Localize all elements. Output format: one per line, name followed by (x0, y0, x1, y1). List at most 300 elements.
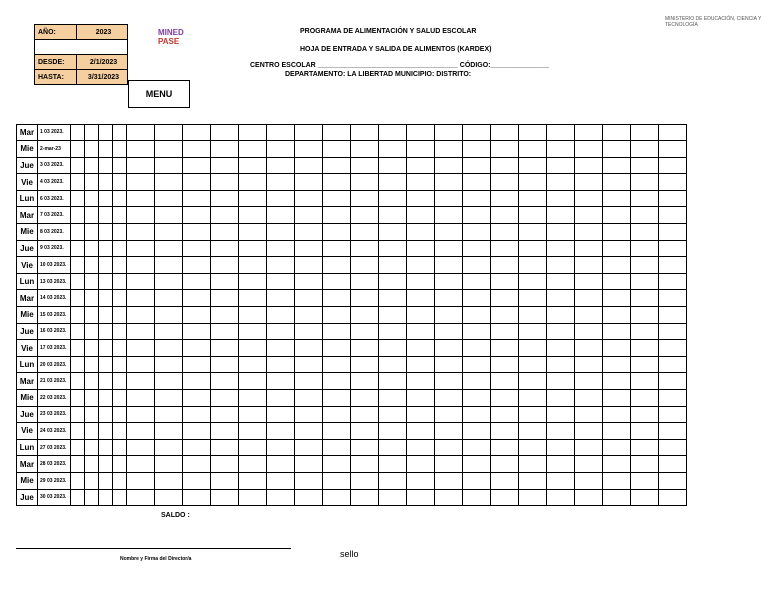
quantity-cell[interactable] (183, 174, 211, 191)
attendance-cell[interactable] (85, 406, 99, 423)
attendance-cell[interactable] (99, 390, 113, 407)
quantity-cell[interactable] (127, 489, 155, 506)
attendance-cell[interactable] (71, 124, 85, 141)
quantity-cell[interactable] (323, 356, 351, 373)
quantity-cell[interactable] (547, 273, 575, 290)
quantity-cell[interactable] (267, 489, 295, 506)
quantity-cell[interactable] (491, 124, 519, 141)
attendance-cell[interactable] (113, 406, 127, 423)
quantity-cell[interactable] (491, 190, 519, 207)
quantity-cell[interactable] (435, 472, 463, 489)
from-value[interactable]: 2/1/2023 (89, 58, 118, 66)
quantity-cell[interactable] (659, 472, 687, 489)
quantity-cell[interactable] (351, 356, 379, 373)
quantity-cell[interactable] (519, 456, 547, 473)
quantity-cell[interactable] (211, 489, 239, 506)
quantity-cell[interactable] (183, 240, 211, 257)
quantity-cell[interactable] (519, 489, 547, 506)
quantity-cell[interactable] (631, 174, 659, 191)
quantity-cell[interactable] (407, 356, 435, 373)
quantity-cell[interactable] (575, 456, 603, 473)
quantity-cell[interactable] (631, 406, 659, 423)
attendance-cell[interactable] (85, 240, 99, 257)
quantity-cell[interactable] (631, 124, 659, 141)
quantity-cell[interactable] (631, 141, 659, 158)
quantity-cell[interactable] (323, 390, 351, 407)
attendance-cell[interactable] (85, 373, 99, 390)
attendance-cell[interactable] (113, 141, 127, 158)
attendance-cell[interactable] (71, 406, 85, 423)
quantity-cell[interactable] (127, 340, 155, 357)
quantity-cell[interactable] (519, 356, 547, 373)
quantity-cell[interactable] (435, 356, 463, 373)
quantity-cell[interactable] (239, 323, 267, 340)
quantity-cell[interactable] (519, 406, 547, 423)
quantity-cell[interactable] (351, 290, 379, 307)
quantity-cell[interactable] (491, 472, 519, 489)
quantity-cell[interactable] (463, 273, 491, 290)
quantity-cell[interactable] (575, 157, 603, 174)
quantity-cell[interactable] (631, 456, 659, 473)
quantity-cell[interactable] (211, 439, 239, 456)
quantity-cell[interactable] (463, 406, 491, 423)
attendance-cell[interactable] (71, 356, 85, 373)
quantity-cell[interactable] (463, 456, 491, 473)
quantity-cell[interactable] (127, 456, 155, 473)
quantity-cell[interactable] (155, 273, 183, 290)
quantity-cell[interactable] (127, 373, 155, 390)
quantity-cell[interactable] (659, 323, 687, 340)
quantity-cell[interactable] (435, 423, 463, 440)
quantity-cell[interactable] (547, 157, 575, 174)
attendance-cell[interactable] (85, 340, 99, 357)
quantity-cell[interactable] (463, 290, 491, 307)
attendance-cell[interactable] (85, 472, 99, 489)
quantity-cell[interactable] (491, 273, 519, 290)
quantity-cell[interactable] (659, 141, 687, 158)
quantity-cell[interactable] (435, 406, 463, 423)
attendance-cell[interactable] (71, 456, 85, 473)
attendance-cell[interactable] (71, 273, 85, 290)
quantity-cell[interactable] (267, 323, 295, 340)
quantity-cell[interactable] (211, 141, 239, 158)
quantity-cell[interactable] (183, 373, 211, 390)
quantity-cell[interactable] (183, 141, 211, 158)
quantity-cell[interactable] (323, 340, 351, 357)
quantity-cell[interactable] (519, 423, 547, 440)
quantity-cell[interactable] (379, 356, 407, 373)
attendance-cell[interactable] (71, 373, 85, 390)
quantity-cell[interactable] (659, 373, 687, 390)
quantity-cell[interactable] (267, 456, 295, 473)
attendance-cell[interactable] (85, 257, 99, 274)
quantity-cell[interactable] (183, 390, 211, 407)
quantity-cell[interactable] (211, 390, 239, 407)
quantity-cell[interactable] (239, 472, 267, 489)
quantity-cell[interactable] (211, 124, 239, 141)
quantity-cell[interactable] (519, 190, 547, 207)
attendance-cell[interactable] (113, 240, 127, 257)
quantity-cell[interactable] (351, 323, 379, 340)
quantity-cell[interactable] (519, 157, 547, 174)
quantity-cell[interactable] (603, 423, 631, 440)
quantity-cell[interactable] (603, 257, 631, 274)
quantity-cell[interactable] (603, 323, 631, 340)
attendance-cell[interactable] (113, 340, 127, 357)
quantity-cell[interactable] (239, 340, 267, 357)
quantity-cell[interactable] (547, 373, 575, 390)
quantity-cell[interactable] (155, 323, 183, 340)
quantity-cell[interactable] (603, 472, 631, 489)
quantity-cell[interactable] (491, 257, 519, 274)
quantity-cell[interactable] (631, 373, 659, 390)
quantity-cell[interactable] (183, 290, 211, 307)
quantity-cell[interactable] (491, 340, 519, 357)
quantity-cell[interactable] (463, 307, 491, 324)
quantity-cell[interactable] (155, 472, 183, 489)
quantity-cell[interactable] (295, 257, 323, 274)
quantity-cell[interactable] (491, 174, 519, 191)
quantity-cell[interactable] (407, 489, 435, 506)
quantity-cell[interactable] (351, 273, 379, 290)
quantity-cell[interactable] (351, 174, 379, 191)
quantity-cell[interactable] (407, 439, 435, 456)
quantity-cell[interactable] (491, 356, 519, 373)
attendance-cell[interactable] (113, 439, 127, 456)
quantity-cell[interactable] (239, 390, 267, 407)
quantity-cell[interactable] (659, 423, 687, 440)
quantity-cell[interactable] (211, 174, 239, 191)
quantity-cell[interactable] (659, 190, 687, 207)
quantity-cell[interactable] (631, 240, 659, 257)
quantity-cell[interactable] (183, 472, 211, 489)
quantity-cell[interactable] (267, 423, 295, 440)
quantity-cell[interactable] (463, 224, 491, 241)
quantity-cell[interactable] (155, 489, 183, 506)
quantity-cell[interactable] (575, 174, 603, 191)
quantity-cell[interactable] (239, 423, 267, 440)
quantity-cell[interactable] (463, 373, 491, 390)
quantity-cell[interactable] (659, 340, 687, 357)
quantity-cell[interactable] (407, 340, 435, 357)
attendance-cell[interactable] (99, 423, 113, 440)
quantity-cell[interactable] (491, 423, 519, 440)
quantity-cell[interactable] (379, 124, 407, 141)
quantity-cell[interactable] (547, 290, 575, 307)
quantity-cell[interactable] (407, 157, 435, 174)
attendance-cell[interactable] (99, 456, 113, 473)
quantity-cell[interactable] (435, 323, 463, 340)
quantity-cell[interactable] (183, 307, 211, 324)
quantity-cell[interactable] (547, 141, 575, 158)
attendance-cell[interactable] (113, 257, 127, 274)
quantity-cell[interactable] (491, 224, 519, 241)
quantity-cell[interactable] (463, 240, 491, 257)
quantity-cell[interactable] (575, 141, 603, 158)
quantity-cell[interactable] (155, 340, 183, 357)
quantity-cell[interactable] (519, 273, 547, 290)
quantity-cell[interactable] (351, 224, 379, 241)
quantity-cell[interactable] (211, 190, 239, 207)
quantity-cell[interactable] (155, 439, 183, 456)
quantity-cell[interactable] (659, 390, 687, 407)
attendance-cell[interactable] (99, 439, 113, 456)
quantity-cell[interactable] (603, 340, 631, 357)
quantity-cell[interactable] (631, 472, 659, 489)
attendance-cell[interactable] (113, 456, 127, 473)
quantity-cell[interactable] (183, 124, 211, 141)
quantity-cell[interactable] (379, 257, 407, 274)
quantity-cell[interactable] (323, 307, 351, 324)
quantity-cell[interactable] (323, 174, 351, 191)
quantity-cell[interactable] (155, 141, 183, 158)
attendance-cell[interactable] (71, 257, 85, 274)
attendance-cell[interactable] (99, 307, 113, 324)
quantity-cell[interactable] (211, 456, 239, 473)
quantity-cell[interactable] (407, 423, 435, 440)
quantity-cell[interactable] (491, 323, 519, 340)
to-value[interactable]: 3/31/2023 (87, 73, 120, 81)
quantity-cell[interactable] (127, 439, 155, 456)
quantity-cell[interactable] (435, 439, 463, 456)
quantity-cell[interactable] (603, 224, 631, 241)
attendance-cell[interactable] (71, 489, 85, 506)
quantity-cell[interactable] (575, 190, 603, 207)
quantity-cell[interactable] (295, 224, 323, 241)
quantity-cell[interactable] (547, 472, 575, 489)
quantity-cell[interactable] (519, 174, 547, 191)
quantity-cell[interactable] (575, 406, 603, 423)
attendance-cell[interactable] (85, 174, 99, 191)
quantity-cell[interactable] (575, 439, 603, 456)
quantity-cell[interactable] (351, 423, 379, 440)
quantity-cell[interactable] (127, 390, 155, 407)
quantity-cell[interactable] (239, 207, 267, 224)
quantity-cell[interactable] (575, 207, 603, 224)
quantity-cell[interactable] (547, 423, 575, 440)
quantity-cell[interactable] (435, 141, 463, 158)
attendance-cell[interactable] (113, 323, 127, 340)
attendance-cell[interactable] (99, 174, 113, 191)
quantity-cell[interactable] (463, 489, 491, 506)
quantity-cell[interactable] (575, 489, 603, 506)
quantity-cell[interactable] (127, 207, 155, 224)
quantity-cell[interactable] (603, 190, 631, 207)
quantity-cell[interactable] (351, 307, 379, 324)
quantity-cell[interactable] (155, 406, 183, 423)
attendance-cell[interactable] (113, 472, 127, 489)
quantity-cell[interactable] (547, 390, 575, 407)
quantity-cell[interactable] (295, 406, 323, 423)
quantity-cell[interactable] (351, 439, 379, 456)
quantity-cell[interactable] (519, 390, 547, 407)
quantity-cell[interactable] (463, 323, 491, 340)
quantity-cell[interactable] (603, 157, 631, 174)
quantity-cell[interactable] (239, 240, 267, 257)
attendance-cell[interactable] (71, 157, 85, 174)
attendance-cell[interactable] (99, 141, 113, 158)
quantity-cell[interactable] (267, 207, 295, 224)
quantity-cell[interactable] (379, 240, 407, 257)
quantity-cell[interactable] (575, 273, 603, 290)
quantity-cell[interactable] (295, 323, 323, 340)
quantity-cell[interactable] (127, 257, 155, 274)
quantity-cell[interactable] (407, 373, 435, 390)
attendance-cell[interactable] (113, 273, 127, 290)
quantity-cell[interactable] (435, 257, 463, 274)
quantity-cell[interactable] (659, 456, 687, 473)
quantity-cell[interactable] (435, 307, 463, 324)
quantity-cell[interactable] (463, 141, 491, 158)
quantity-cell[interactable] (351, 472, 379, 489)
quantity-cell[interactable] (659, 439, 687, 456)
quantity-cell[interactable] (659, 224, 687, 241)
quantity-cell[interactable] (603, 456, 631, 473)
quantity-cell[interactable] (631, 307, 659, 324)
quantity-cell[interactable] (183, 340, 211, 357)
quantity-cell[interactable] (183, 356, 211, 373)
attendance-cell[interactable] (113, 207, 127, 224)
attendance-cell[interactable] (71, 323, 85, 340)
quantity-cell[interactable] (267, 240, 295, 257)
quantity-cell[interactable] (435, 290, 463, 307)
quantity-cell[interactable] (323, 224, 351, 241)
quantity-cell[interactable] (267, 141, 295, 158)
quantity-cell[interactable] (603, 307, 631, 324)
quantity-cell[interactable] (435, 157, 463, 174)
attendance-cell[interactable] (71, 307, 85, 324)
attendance-cell[interactable] (85, 273, 99, 290)
quantity-cell[interactable] (211, 224, 239, 241)
quantity-cell[interactable] (435, 174, 463, 191)
quantity-cell[interactable] (547, 340, 575, 357)
attendance-cell[interactable] (71, 390, 85, 407)
attendance-cell[interactable] (99, 356, 113, 373)
quantity-cell[interactable] (127, 157, 155, 174)
quantity-cell[interactable] (575, 323, 603, 340)
quantity-cell[interactable] (659, 356, 687, 373)
quantity-cell[interactable] (239, 456, 267, 473)
quantity-cell[interactable] (155, 174, 183, 191)
quantity-cell[interactable] (211, 356, 239, 373)
quantity-cell[interactable] (603, 373, 631, 390)
quantity-cell[interactable] (211, 323, 239, 340)
quantity-cell[interactable] (435, 456, 463, 473)
quantity-cell[interactable] (155, 456, 183, 473)
attendance-cell[interactable] (85, 390, 99, 407)
quantity-cell[interactable] (547, 356, 575, 373)
attendance-cell[interactable] (99, 472, 113, 489)
attendance-cell[interactable] (85, 489, 99, 506)
attendance-cell[interactable] (99, 340, 113, 357)
quantity-cell[interactable] (575, 472, 603, 489)
quantity-cell[interactable] (603, 489, 631, 506)
quantity-cell[interactable] (323, 124, 351, 141)
attendance-cell[interactable] (85, 307, 99, 324)
quantity-cell[interactable] (211, 257, 239, 274)
attendance-cell[interactable] (99, 406, 113, 423)
quantity-cell[interactable] (267, 373, 295, 390)
quantity-cell[interactable] (295, 456, 323, 473)
attendance-cell[interactable] (71, 141, 85, 158)
quantity-cell[interactable] (659, 307, 687, 324)
quantity-cell[interactable] (295, 207, 323, 224)
quantity-cell[interactable] (351, 257, 379, 274)
quantity-cell[interactable] (239, 356, 267, 373)
quantity-cell[interactable] (351, 390, 379, 407)
attendance-cell[interactable] (99, 124, 113, 141)
quantity-cell[interactable] (407, 257, 435, 274)
quantity-cell[interactable] (351, 406, 379, 423)
quantity-cell[interactable] (211, 472, 239, 489)
quantity-cell[interactable] (631, 207, 659, 224)
quantity-cell[interactable] (379, 190, 407, 207)
quantity-cell[interactable] (603, 141, 631, 158)
quantity-cell[interactable] (183, 190, 211, 207)
quantity-cell[interactable] (631, 489, 659, 506)
quantity-cell[interactable] (519, 124, 547, 141)
quantity-cell[interactable] (463, 390, 491, 407)
quantity-cell[interactable] (127, 307, 155, 324)
quantity-cell[interactable] (295, 390, 323, 407)
quantity-cell[interactable] (407, 406, 435, 423)
quantity-cell[interactable] (631, 340, 659, 357)
quantity-cell[interactable] (211, 273, 239, 290)
quantity-cell[interactable] (519, 373, 547, 390)
quantity-cell[interactable] (379, 406, 407, 423)
quantity-cell[interactable] (379, 323, 407, 340)
attendance-cell[interactable] (85, 439, 99, 456)
attendance-cell[interactable] (99, 207, 113, 224)
quantity-cell[interactable] (547, 124, 575, 141)
quantity-cell[interactable] (407, 472, 435, 489)
quantity-cell[interactable] (295, 423, 323, 440)
quantity-cell[interactable] (519, 439, 547, 456)
quantity-cell[interactable] (407, 323, 435, 340)
quantity-cell[interactable] (407, 307, 435, 324)
quantity-cell[interactable] (491, 207, 519, 224)
quantity-cell[interactable] (183, 423, 211, 440)
quantity-cell[interactable] (323, 141, 351, 158)
attendance-cell[interactable] (85, 141, 99, 158)
quantity-cell[interactable] (295, 124, 323, 141)
quantity-cell[interactable] (295, 472, 323, 489)
attendance-cell[interactable] (71, 174, 85, 191)
quantity-cell[interactable] (155, 373, 183, 390)
quantity-cell[interactable] (379, 157, 407, 174)
quantity-cell[interactable] (267, 472, 295, 489)
quantity-cell[interactable] (631, 356, 659, 373)
quantity-cell[interactable] (547, 307, 575, 324)
attendance-cell[interactable] (85, 124, 99, 141)
quantity-cell[interactable] (659, 207, 687, 224)
quantity-cell[interactable] (239, 174, 267, 191)
attendance-cell[interactable] (99, 323, 113, 340)
quantity-cell[interactable] (491, 439, 519, 456)
quantity-cell[interactable] (575, 224, 603, 241)
quantity-cell[interactable] (323, 257, 351, 274)
quantity-cell[interactable] (323, 406, 351, 423)
quantity-cell[interactable] (631, 257, 659, 274)
attendance-cell[interactable] (71, 240, 85, 257)
quantity-cell[interactable] (575, 124, 603, 141)
quantity-cell[interactable] (435, 489, 463, 506)
quantity-cell[interactable] (407, 390, 435, 407)
quantity-cell[interactable] (295, 439, 323, 456)
quantity-cell[interactable] (603, 406, 631, 423)
quantity-cell[interactable] (379, 307, 407, 324)
quantity-cell[interactable] (211, 290, 239, 307)
